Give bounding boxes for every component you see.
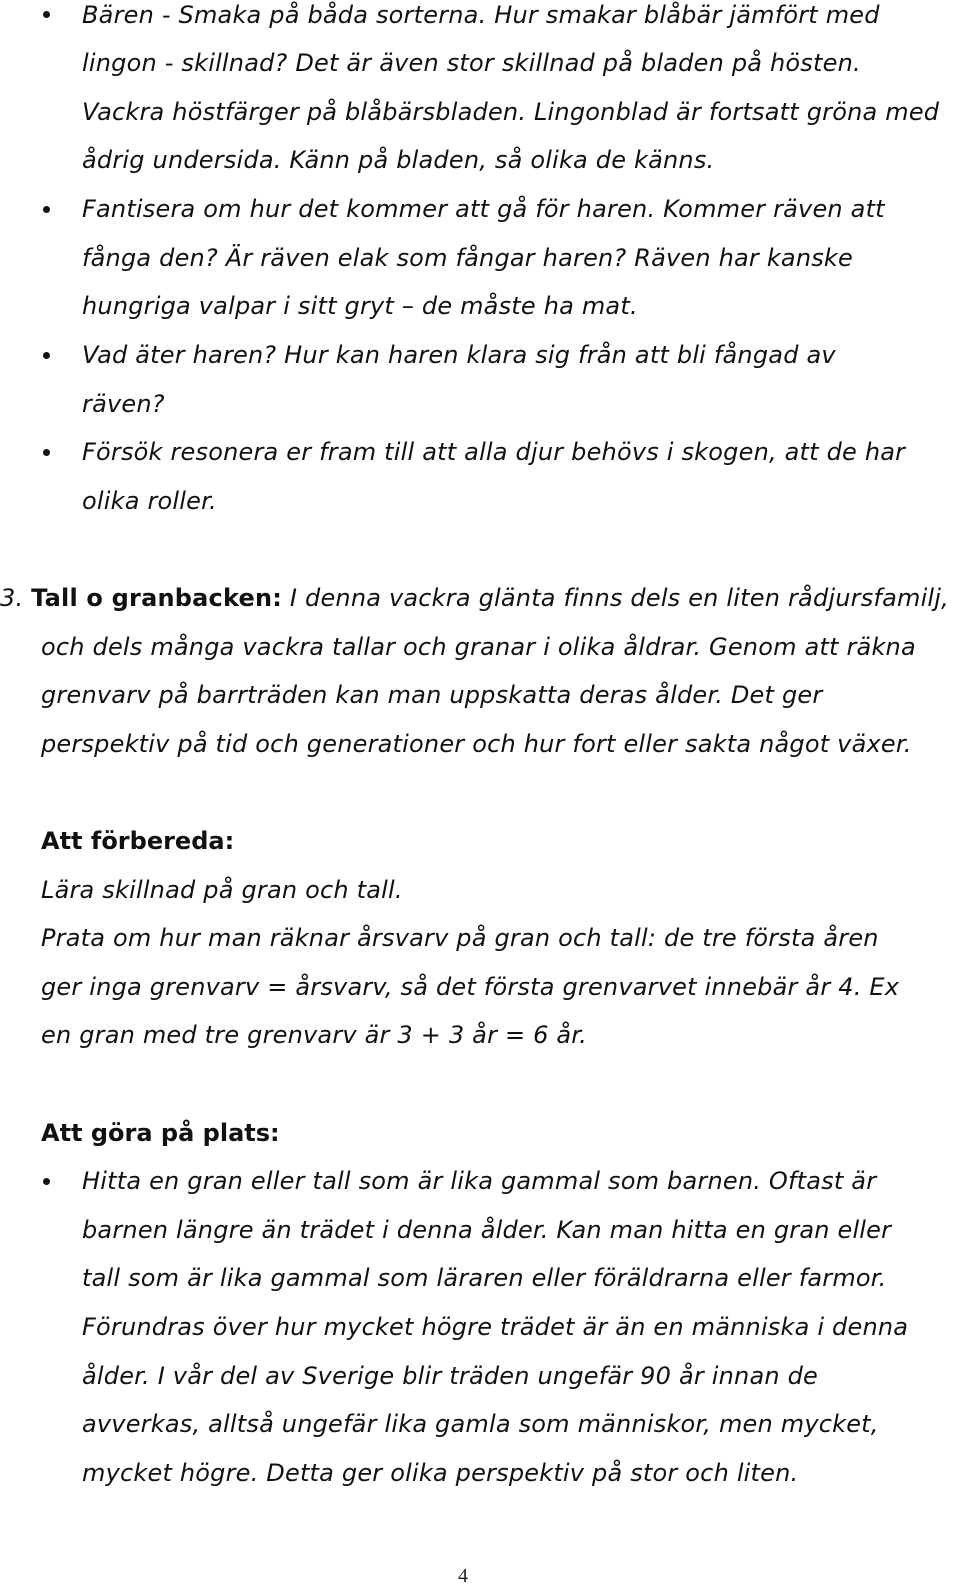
page-number: 4 xyxy=(458,1565,468,1587)
bullet-dot xyxy=(43,11,50,18)
paragraph-line: avverkas, alltså ungefär lika gamla som människor, men mycket, xyxy=(82,1410,879,1438)
paragraph-line: Förundras över hur mycket högre trädet är än en människa i denna xyxy=(82,1313,909,1341)
paragraph-line: Fantisera om hur det kommer att gå för haren. Kommer räven att xyxy=(82,195,885,223)
paragraph-line: räven? xyxy=(82,390,165,418)
paragraph-line: perspektiv på tid och generationer och hur fort eller sakta något växer. xyxy=(41,730,912,758)
paragraph-line: ger inga grenvarv = årsvarv, så det första grenvarvet innebär år 4. Ex xyxy=(41,973,900,1001)
paragraph-line: Försök resonera er fram till att alla djur behövs i skogen, att de har xyxy=(82,438,906,466)
paragraph-line: och dels många vackra tallar och granar i olika åldrar. Genom att räkna xyxy=(41,633,916,661)
paragraph-line: Hitta en gran eller tall som är lika gammal som barnen. Oftast är xyxy=(82,1167,877,1195)
bullet-dot xyxy=(43,449,50,456)
paragraph-line: grenvarv på barrträden kan man uppskatta deras ålder. Det ger xyxy=(41,681,823,709)
paragraph-line: lingon - skillnad? Det är även stor skillnad på bladen på hösten. xyxy=(82,49,861,77)
paragraph-line: ålder. I vår del av Sverige blir träden ungefär 90 år innan de xyxy=(82,1362,818,1390)
bullet-dot xyxy=(43,1178,50,1185)
paragraph-line: hungriga valpar i sitt gryt – de måste ha mat. xyxy=(82,292,638,320)
paragraph-line: Lära skillnad på gran och tall. xyxy=(41,876,403,904)
paragraph-line: Prata om hur man räknar årsvarv på gran och tall: de tre första åren xyxy=(41,924,879,952)
bullet-dot xyxy=(43,206,50,213)
section-3-first-line xyxy=(0,583,949,613)
paragraph-line: Vad äter haren? Hur kan haren klara sig från att bli fångad av xyxy=(82,341,836,369)
paragraph-line: tall som är lika gammal som läraren eller föräldrarna eller farmor. xyxy=(82,1264,887,1292)
paragraph-line: olika roller. xyxy=(82,487,217,515)
paragraph-line: mycket högre. Detta ger olika perspektiv på stor och liten. xyxy=(82,1459,799,1487)
paragraph-line: fånga den? Är räven elak som fångar haren? Räven har kanske xyxy=(82,244,853,272)
paragraph-line: ådrig undersida. Känn på bladen, så olika de känns. xyxy=(82,146,715,174)
paragraph-line: Vackra höstfärger på blåbärsbladen. Lingonblad är fortsatt gröna med xyxy=(82,98,940,126)
section-intro: I denna vackra glänta finns dels en liten rådjursfamilj, xyxy=(289,584,950,612)
paragraph-line: en gran med tre grenvarv är 3 + 3 år = 6 år. xyxy=(41,1021,587,1049)
paragraph-line: barnen längre än trädet i denna ålder. Kan man hitta en gran eller xyxy=(82,1216,892,1244)
section-number: 3. xyxy=(0,584,24,612)
bullet-dot xyxy=(43,352,50,359)
paragraph-line: Bären - Smaka på båda sorterna. Hur smakar blåbär jämfört med xyxy=(82,1,880,29)
section-title: Tall o granbacken: xyxy=(31,584,283,612)
heading-prepare: Att förbereda: xyxy=(41,827,235,855)
heading-onsite: Att göra på plats: xyxy=(41,1119,280,1147)
